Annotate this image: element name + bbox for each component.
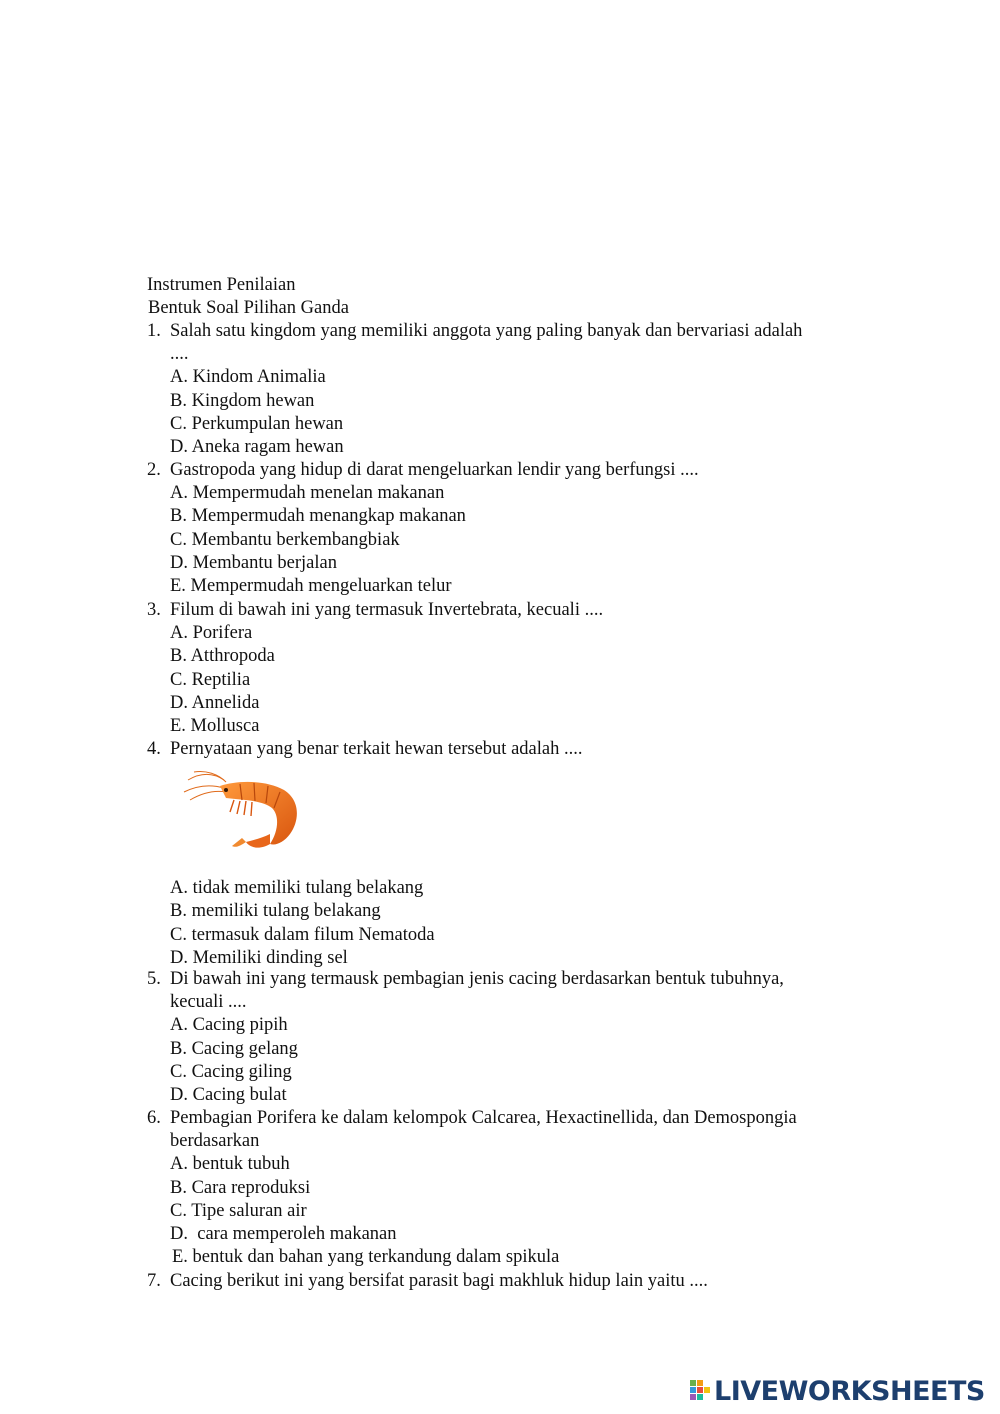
answer-option[interactable]: B. Mempermudah menangkap makanan [170,506,466,527]
question-number: 2. [147,460,161,480]
answer-option[interactable]: D. Aneka ragam hewan [170,437,344,457]
question-number: 4. [147,739,161,759]
question-number: 1. [147,321,161,341]
answer-option[interactable]: A. Kindom Animalia [170,367,326,388]
answer-option[interactable]: E. bentuk dan bahan yang terkandung dalam spikula [172,1247,560,1268]
answer-option[interactable]: C. Tipe saluran air [170,1200,307,1221]
answer-option[interactable]: B. Kingdom hewan [170,390,315,411]
answer-option[interactable]: B. Atthropoda [170,646,275,667]
question-number: 3. [147,600,161,620]
question-number: 7. [147,1271,161,1291]
answer-option[interactable]: D. Cacing bulat [170,1085,287,1105]
answer-option[interactable]: A. Porifera [170,623,253,644]
question-text: Filum di bawah ini yang termasuk Invertebrata, kecuali .... [170,600,604,620]
question-text: Gastropoda yang hidup di darat mengeluarkan lendir yang berfungsi .... [170,460,699,480]
answer-option[interactable]: B. Cara reproduksi [170,1177,311,1198]
question-text: Pembagian Porifera ke dalam kelompok Calcarea, Hexactinellida, dan Demospongia [170,1108,797,1128]
answer-option[interactable]: D. Memiliki dinding sel [170,947,348,968]
worksheet-heading: Instrumen Penilaian [147,275,296,295]
answer-option[interactable]: A. tidak memiliki tulang belakang [170,878,424,899]
answer-option[interactable]: D. Annelida [170,692,260,713]
answer-option[interactable]: B. memiliki tulang belakang [170,901,381,922]
question-text: .... [170,344,189,365]
answer-option[interactable]: A. Mempermudah menelan makanan [170,483,445,504]
worksheet-subheading: Bentuk Soal Pilihan Ganda [148,298,349,318]
question-text: kecuali .... [170,992,247,1013]
liveworksheets-logo-text: LIVEWORKSHEETS [714,1375,985,1407]
answer-option[interactable]: E. Mollusca [170,716,260,736]
question-number: 6. [147,1108,161,1128]
question-text: Cacing berikut ini yang bersifat parasit bagi makhluk hidup lain yaitu .... [170,1271,708,1291]
shrimp-image [180,768,304,852]
answer-option[interactable]: A. Cacing pipih [170,1015,288,1036]
answer-option[interactable]: B. Cacing gelang [170,1038,298,1059]
answer-option[interactable]: C. Membantu berkembangbiak [170,529,400,550]
question-text: berdasarkan [170,1131,260,1152]
answer-option[interactable]: C. termasuk dalam filum Nematoda [170,924,435,945]
answer-option[interactable]: C. Perkumpulan hewan [170,413,344,434]
answer-option[interactable]: D. cara memperoleh makanan [170,1224,397,1244]
question-text: Di bawah ini yang termausk pembagian jenis cacing berdasarkan bentuk tubuhnya, [170,969,784,989]
question-text: Pernyataan yang benar terkait hewan tersebut adalah .... [170,739,583,759]
question-number: 5. [147,969,161,989]
answer-option[interactable]: C. Cacing giling [170,1061,292,1082]
liveworksheets-logo-icon [690,1378,712,1404]
answer-option[interactable]: D. Membantu berjalan [170,552,337,573]
answer-option[interactable]: C. Reptilia [170,669,251,690]
answer-option[interactable]: E. Mempermudah mengeluarkan telur [170,576,452,596]
answer-option[interactable]: A. bentuk tubuh [170,1154,290,1175]
question-text: Salah satu kingdom yang memiliki anggota yang paling banyak dan bervariasi adalah [170,321,803,341]
liveworksheets-logo [690,1374,985,1408]
